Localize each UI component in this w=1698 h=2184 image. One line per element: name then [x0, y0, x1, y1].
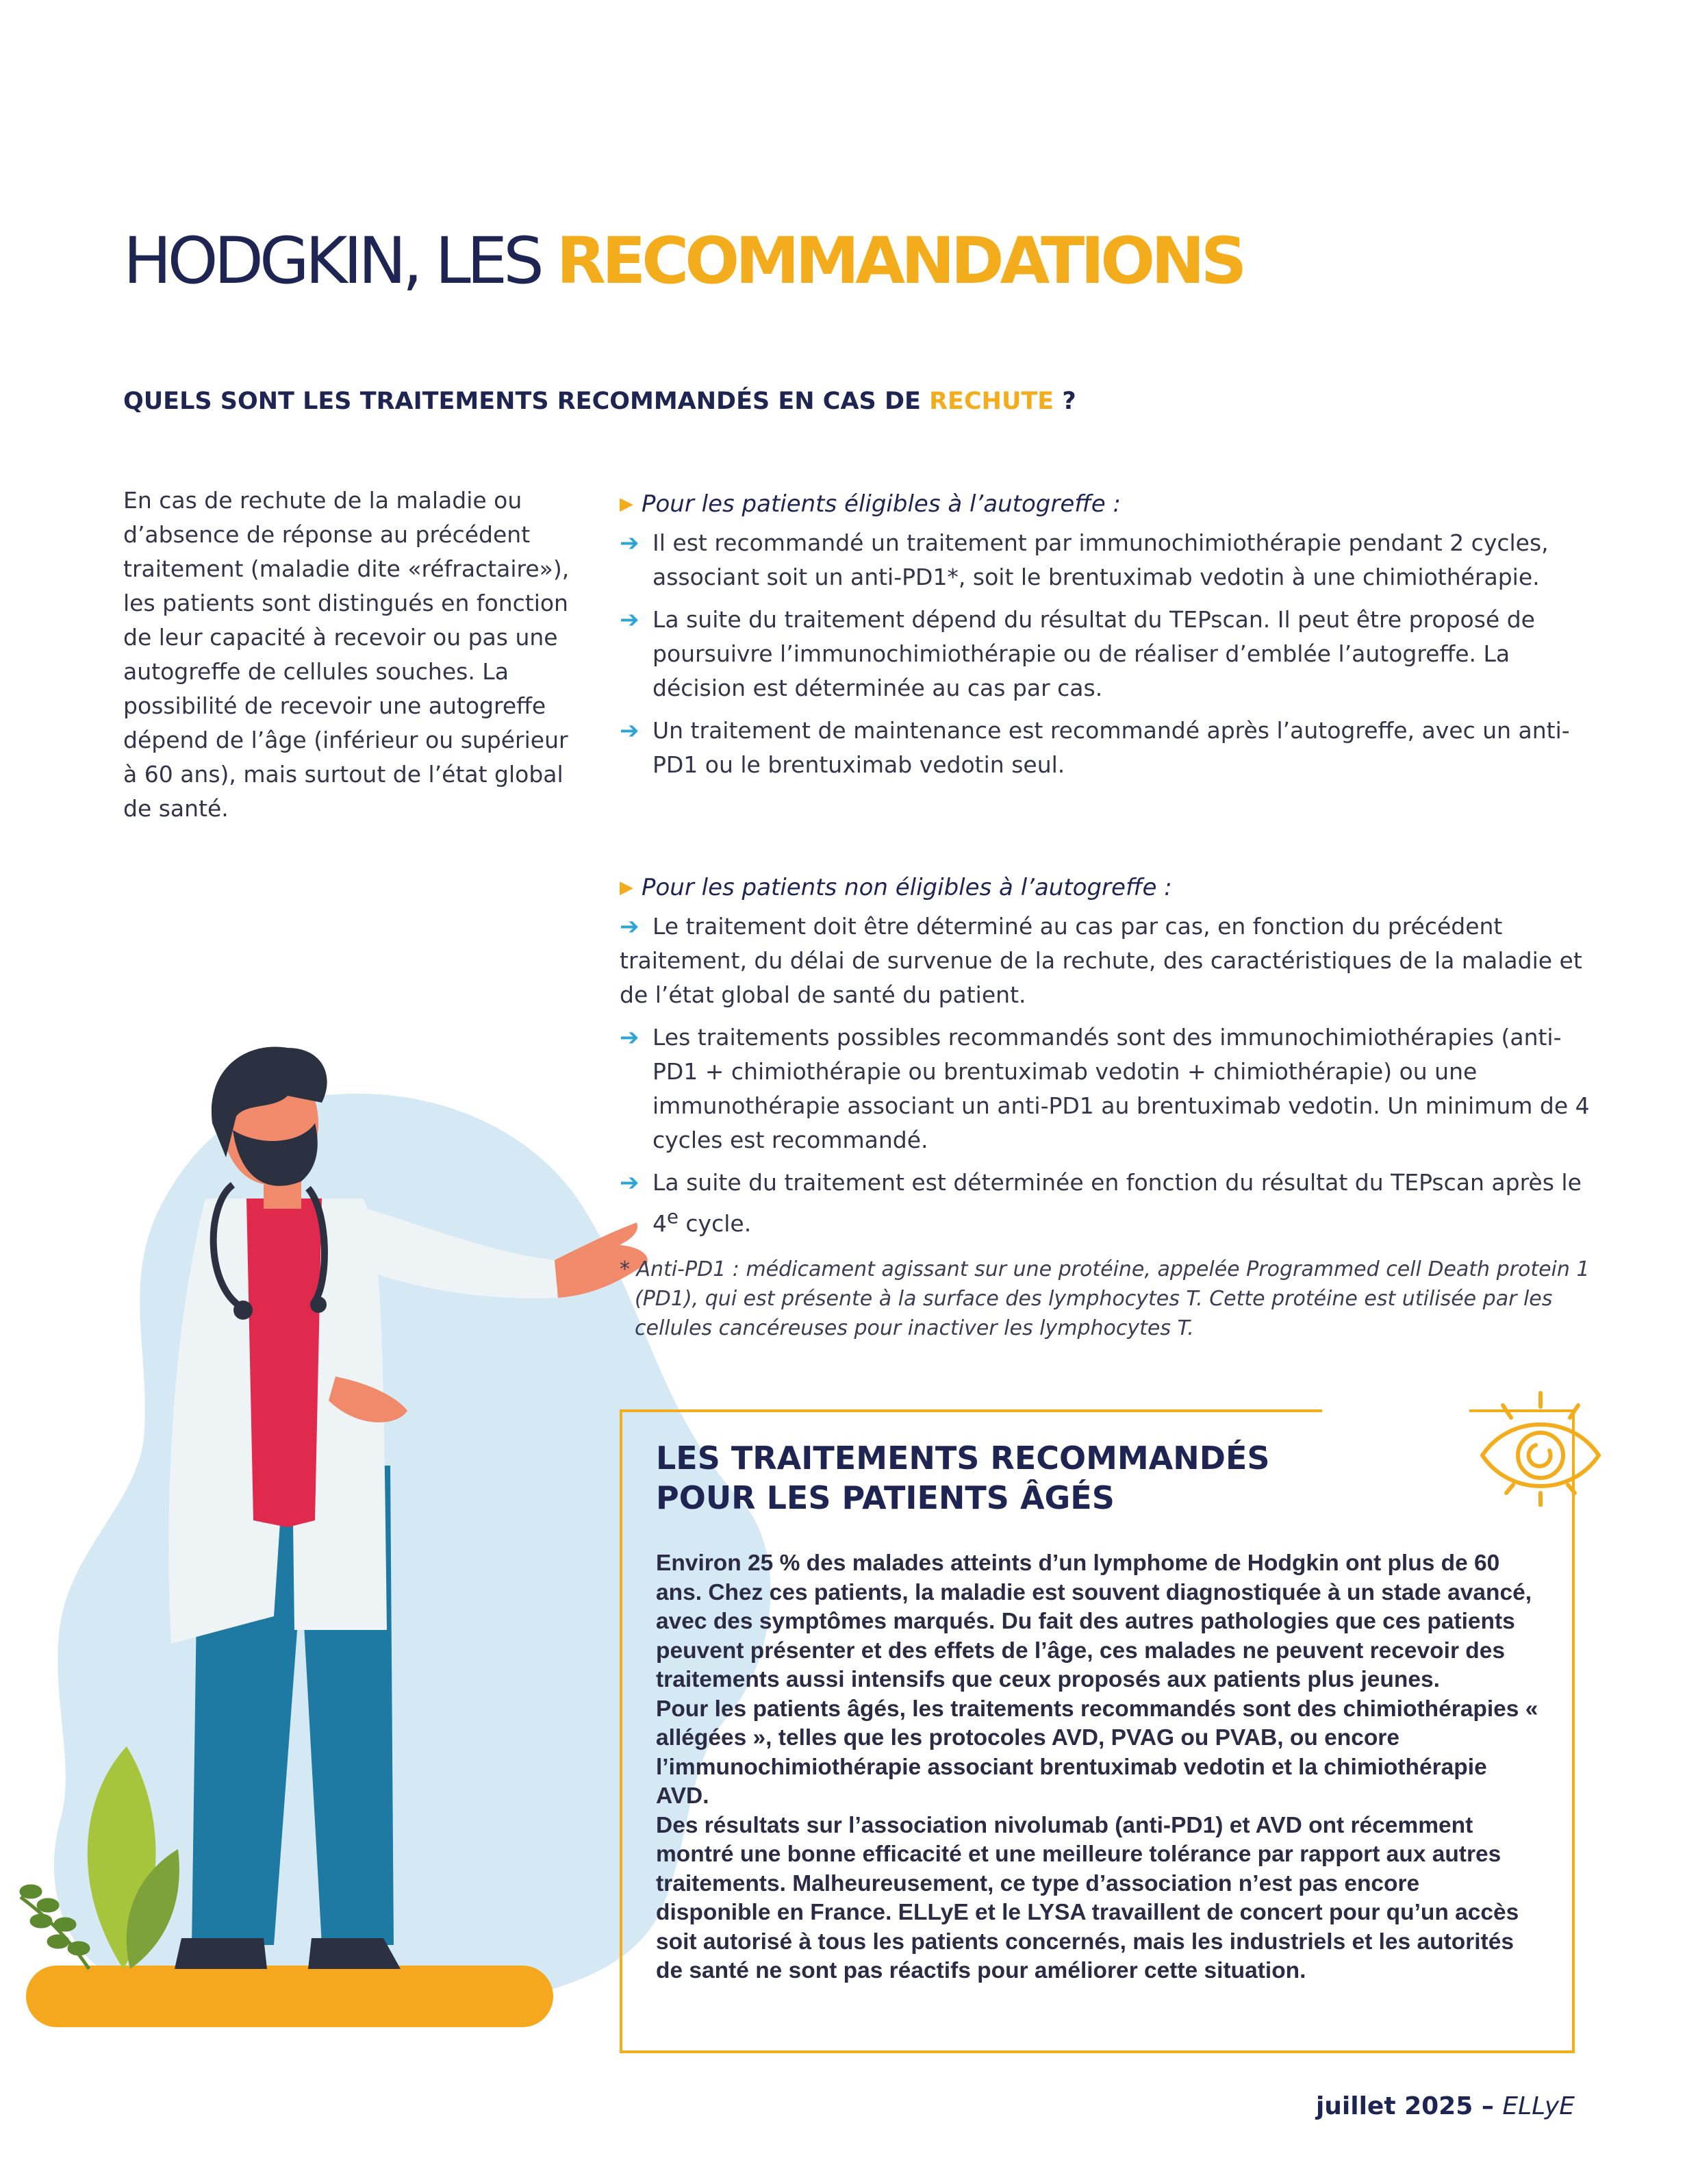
- arrow-right-icon: ➔: [620, 1169, 639, 1196]
- non-eligible-section: [620, 874, 1592, 1249]
- page-title: [123, 226, 1243, 297]
- non-eligible-heading-text: Pour les patients non éligibles à l’autogreffe :: [642, 874, 1172, 901]
- arrow-right-icon: ➔: [620, 529, 639, 557]
- page-title-accent: RECOMMANDATIONS: [556, 224, 1243, 299]
- list-item: [620, 526, 1592, 594]
- list-item-text: Il est recommandé un traitement par immunochimiothérapie pendant 2 cycles, associant soit un anti-PD1*, soit le brentuximab vedotin à une chimiothérapie.: [652, 529, 1549, 590]
- list-item-text: Le traitement doit être déterminé au cas par cas, en fonction du précédent traitement, du délai de survenue de la rechute, des caractéristiques de la maladie et de l’état global de santé du patient.: [620, 913, 1582, 1008]
- section-heading-tail: ?: [1054, 388, 1076, 415]
- section-heading: [123, 388, 1076, 415]
- list-item: [620, 909, 1592, 1012]
- non-eligible-heading: [620, 874, 1592, 901]
- box-paragraph: Environ 25 % des malades atteints d’un lymphome de Hodgkin ont plus de 60 ans. Chez ces patients, la maladie est souvent diagnostiquée à un stade avancé, avec des symptômes marqués. Du fait des autres pathologies que ces patients peuvent présenter et des effets de l’âge, ces malades ne peuvent recevoir des traitements aussi intensifs que ceux proposés aux patients plus jeunes.: [656, 1551, 1532, 1692]
- footer-date: juillet 2025: [1315, 2092, 1473, 2120]
- section-heading-lead: QUELS SONT LES TRAITEMENTS RECOMMANDÉS EN CAS DE: [123, 388, 930, 415]
- box-border-gap: [1322, 1407, 1469, 1416]
- footer-separator: –: [1473, 2092, 1503, 2120]
- box-paragraph: Des résultats sur l’association nivolumab (anti-PD1) et AVD ont récemment montré une bonne efficacité et une meilleure tolérance par rapport aux autres traitements. Malheureusement, ce type d’association n’est pas encore disponible en France. ELLyE et le LYSA travaillent de concert pour qu’un accès soit autorisé à tous les patients concernés, mais les industriels et les autorités de santé ne sont pas réactifs pour améliorer cette situation.: [656, 1812, 1519, 1983]
- box-title-line2: POUR LES PATIENTS ÂGÉS: [656, 1479, 1115, 1516]
- eligible-section: [620, 490, 1592, 790]
- box-paragraph: Pour les patients âgés, les traitements recommandés sont des chimiothérapies « allégées », telles que les protocoles AVD, PVAG ou PVAB, ou encore l’immunochimiothérapie associant brentuximab vedotin et la chimiothérapie AVD.: [656, 1696, 1538, 1809]
- eligible-list: [620, 526, 1592, 782]
- footnote: * Anti-PD1 : médicament agissant sur une protéine, appelée Programmed cell Death protein 1 (PD1), qui est présente à la surface des lymphocytes T. Cette protéine est utilisée par les cellules cancéreuses pour inactiver les lymphocytes T.: [620, 1257, 1590, 1340]
- section-heading-accent: RECHUTE: [929, 388, 1054, 415]
- list-item: [620, 714, 1592, 782]
- list-item: [620, 603, 1592, 705]
- list-item: [620, 1020, 1592, 1157]
- list-item-text: La suite du traitement dépend du résultat du TEPscan. Il peut être proposé de poursuivre l’immunochimiothérapie ou de réaliser d’emblée l’autogreffe. La décision est déterminée au cas par cas.: [652, 606, 1535, 701]
- page-title-lead: HODGKIN, LES: [123, 224, 557, 299]
- list-item-text: Un traitement de maintenance est recommandé après l’autogreffe, avec un anti-PD1 ou le brentuximab vedotin seul.: [652, 717, 1570, 778]
- arrow-right-icon: ➔: [620, 1024, 639, 1051]
- doctor-shoe-left: [175, 1938, 267, 1969]
- superscript: e: [667, 1206, 679, 1228]
- list-item-text: La suite du traitement est déterminée en fonction du résultat du TEPscan après le 4: [652, 1169, 1582, 1237]
- triangle-right-icon: ▶: [620, 494, 633, 514]
- arrow-right-icon: ➔: [620, 606, 639, 633]
- eye-icon: [1475, 1390, 1606, 1507]
- box-title-line1: LES TRAITEMENTS RECOMMANDÉS: [656, 1440, 1270, 1477]
- arrow-right-icon: ➔: [620, 913, 639, 940]
- intro-paragraph: En cas de rechute de la maladie ou d’absence de réponse au précédent traitement (maladie dite «réfractaire»), les patients sont distingués en fonction de leur capacité à recevoir ou pas une autogreffe de cellules souches. La possibilité de recevoir une autogreffe dépend de l’âge (inférieur ou supérieur à 60 ans), mais surtout de l’état global de santé.: [123, 487, 570, 822]
- list-item: [620, 1166, 1592, 1241]
- box-title: [656, 1438, 1341, 1518]
- non-eligible-list: [620, 909, 1592, 1241]
- doctor-shirt: [246, 1198, 322, 1527]
- box-body: [656, 1549, 1539, 1986]
- arrow-right-icon: ➔: [620, 717, 639, 744]
- triangle-right-icon: ▶: [620, 877, 633, 898]
- ground-bar: [26, 1966, 553, 2027]
- list-item-tail: cycle.: [678, 1210, 752, 1237]
- footer: [1316, 2092, 1575, 2120]
- list-item-text: Les traitements possibles recommandés sont des immunochimiothérapies (anti-PD1 + chimiothérapie ou brentuximab vedotin + chimiothérapie) ou une immunothérapie associant un anti-PD1 au brentuximab vedotin. Un minimum de 4 cycles est recommandé.: [652, 1024, 1590, 1153]
- footer-org: ELLyE: [1502, 2092, 1575, 2120]
- eligible-heading: [620, 490, 1592, 518]
- eligible-heading-text: Pour les patients éligibles à l’autogreffe :: [642, 490, 1121, 518]
